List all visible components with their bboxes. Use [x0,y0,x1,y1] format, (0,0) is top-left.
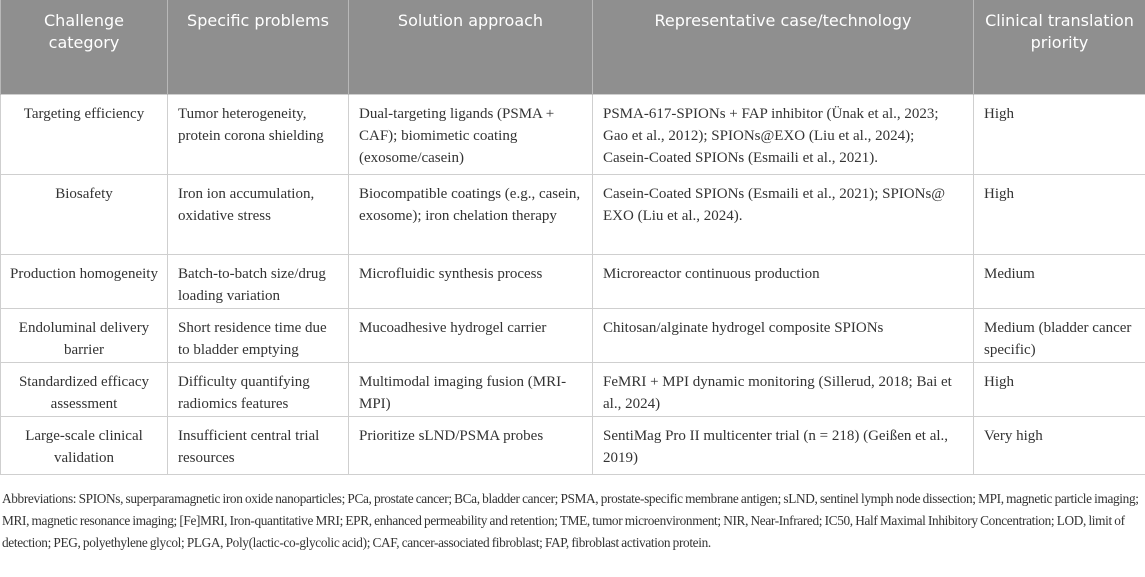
header-specific-problems: Specific problems [168,0,349,95]
cell-solution-approach: Dual-targeting ligands (PSMA + CAF); biomimetic coating (exosome/casein) [349,95,593,175]
cell-representative-case: FeMRI + MPI dynamic monitoring (Sillerud, 2018; Bai et al., 2024) [593,363,974,417]
cell-solution-approach: Mucoadhesive hydrogel carrier [349,309,593,363]
cell-specific-problems: Insufficient central trial resources [168,417,349,475]
table-row [1,363,1145,417]
table-row [1,175,1145,255]
cell-solution-approach: Multimodal imaging fusion (MRI-MPI) [349,363,593,417]
cell-specific-problems: Short residence time due to bladder emptying [168,309,349,363]
cell-clinical-priority: Very high [974,417,1145,475]
table-row [1,417,1145,475]
header-challenge-category: Challenge category [1,0,168,95]
cell-representative-case: PSMA-617-SPIONs + FAP inhibitor (Ünak et al., 2023; Gao et al., 2012); SPIONs@EXO (Liu et al., 2024); Casein-Coated SPIONs (Esmaili et al., 2021). [593,95,974,175]
cell-challenge-category: Targeting efficiency [1,95,168,175]
cell-clinical-priority: High [974,95,1145,175]
cell-specific-problems: Difficulty quantifying radiomics features [168,363,349,417]
table-row [1,95,1145,175]
cell-solution-approach: Prioritize sLND/PSMA probes [349,417,593,475]
cell-representative-case: SentiMag Pro II multicenter trial (n = 218) (Geißen et al., 2019) [593,417,974,475]
header-clinical-priority: Clinical translation priority [974,0,1145,95]
cell-clinical-priority: Medium (bladder cancer specific) [974,309,1145,363]
cell-challenge-category: Production homogeneity [1,255,168,309]
cell-challenge-category: Endoluminal delivery barrier [1,309,168,363]
header-row [1,0,1145,95]
abbreviations-footnote: Abbreviations: SPIONs, superparamagnetic iron oxide nanoparticles; PCa, prostate cancer; BCa, bladder cancer; PSMA, prostate-specific membrane antigen; sLND, sentinel lymph node dissection; MPI, magnetic particle imaging; MRI, magnetic resonance imaging; [Fe]MRI, Iron-quantitative MRI; EPR, enhanced permeability and retention; TME, tumor microenvironment; NIR, Near-Infrared; IC50, Half Maximal Inhibitory Concentration; LOD, limit of detection; PEG, polyethylene glycol; PLGA, Poly(lactic-co-glycolic acid); CAF, cancer-associated fibroblast; FAP, fibroblast activation protein. [2,491,1139,550]
cell-clinical-priority: Medium [974,255,1145,309]
header-representative-case: Representative case/technology [593,0,974,95]
cell-clinical-priority: High [974,175,1145,255]
cell-challenge-category: Standardized efficacy assessment [1,363,168,417]
cell-specific-problems: Batch-to-batch size/drug loading variation [168,255,349,309]
cell-challenge-category: Biosafety [1,175,168,255]
cell-specific-problems: Tumor heterogeneity, protein corona shielding [168,95,349,175]
cell-specific-problems: Iron ion accumulation, oxidative stress [168,175,349,255]
table-row [1,309,1145,363]
table-row [1,255,1145,309]
cell-solution-approach: Biocompatible coatings (e.g., casein, exosome); iron chelation therapy [349,175,593,255]
header-solution-approach: Solution approach [349,0,593,95]
cell-challenge-category: Large-scale clinical validation [1,417,168,475]
cell-clinical-priority: High [974,363,1145,417]
cell-solution-approach: Microfluidic synthesis process [349,255,593,309]
cell-representative-case: Chitosan/alginate hydrogel composite SPIONs [593,309,974,363]
cell-representative-case: Casein-Coated SPIONs (Esmaili et al., 2021); SPIONs@ EXO (Liu et al., 2024). [593,175,974,255]
cell-representative-case: Microreactor continuous production [593,255,974,309]
